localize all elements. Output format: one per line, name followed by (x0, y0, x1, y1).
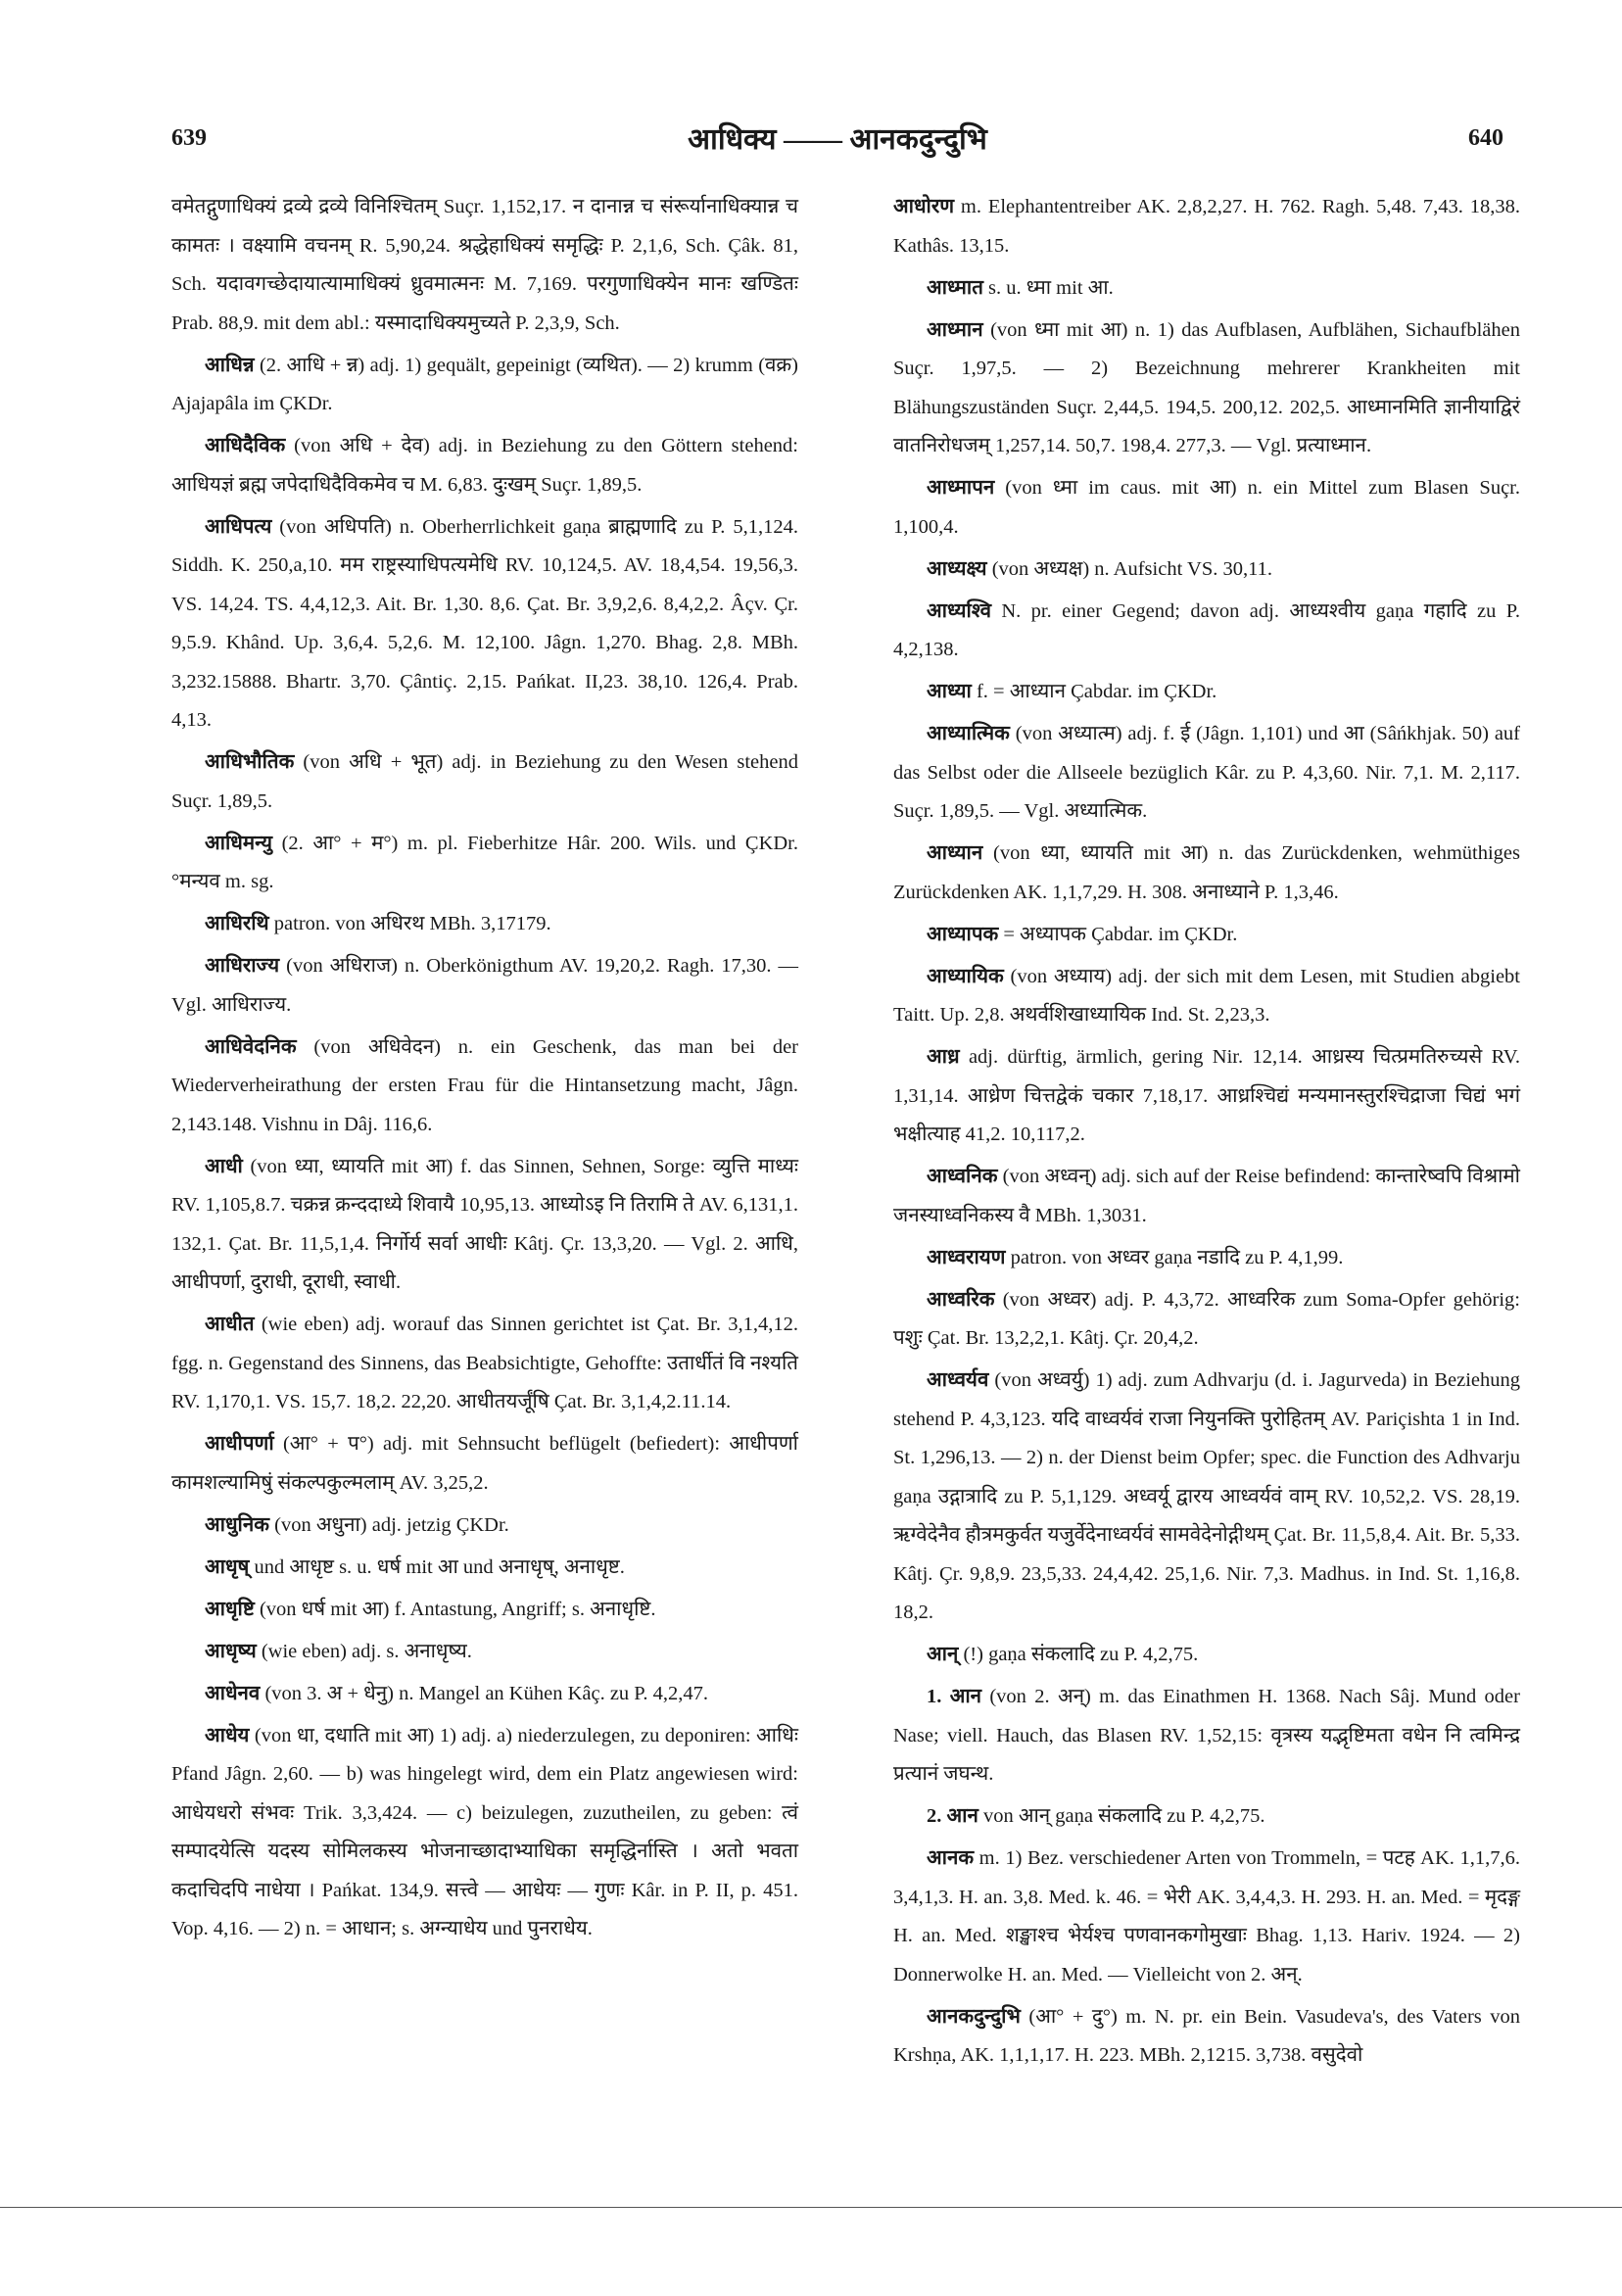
dictionary-entry (171, 1591, 798, 1630)
dictionary-entry (893, 1797, 1520, 1837)
entry-text: (von अध्यात्म) adj. f. ई (Jâgn. 1,101) und आ (Sâńkhjak. 50) auf das Selbst oder die Allseele bezüglich Kâr. zu P. 4,3,60. Nir. 7,1. M. 2,117. Suçr. 1,89,5. — Vgl. अध्यात्मिक. (893, 723, 1520, 822)
entry-text: adj. dürftig, ärmlich, gering Nir. 12,14. आध्रस्य चित्प्रमतिरुच्यसे RV. 1,31,14. आध्रेण चित्तद्वेकं चकार 7,18,17. आध्रश्चिद्यं मन्यमानस्तुरश्चिद्राजा चिद्यं भगं भक्षीत्याह 41,2. 10,117,2. (893, 1046, 1520, 1145)
running-title: आधिक्य —— आनकदुन्दुभि (688, 123, 987, 156)
entry-headword: आधिरथि (205, 913, 269, 934)
entry-text: वमेतद्गुणाधिक्यं द्रव्ये द्रव्ये विनिश्चितम् Suçr. 1,152,17. न दानान्न च संरूर्यानाधिक्यान्न च कामतः । वक्ष्यामि वचनम् R. 5,90,24. श्रद्धेहाधिक्यं समृद्धिः P. 2,1,6, Sch. Çâk. 81, Sch. यदावगच्छेदायात्यामाधिक्यं ध्रुवमात्मनः M. 7,169. परगुणाधिक्येन मानः खण्डितः Prab. 88,9. mit dem abl.: यस्मादाधिक्यमुच्यते P. 2,3,9, Sch. (171, 196, 798, 334)
entry-headword: आध्वरिक (927, 1288, 995, 1311)
dictionary-entry (893, 673, 1520, 712)
dictionary-entry (171, 508, 798, 741)
entry-headword: आध्यान (927, 842, 983, 864)
dictionary-entry (893, 550, 1520, 590)
entry-headword: 1. आन (927, 1686, 982, 1707)
entry-headword: 2. आन (927, 1805, 978, 1827)
dictionary-entry (171, 1507, 798, 1546)
entry-headword: आधिमन्यु (205, 832, 273, 854)
dictionary-entry (893, 958, 1520, 1035)
page-number-right: 640 (1468, 125, 1503, 151)
dictionary-entry (171, 1549, 798, 1588)
dictionary-entry (171, 905, 798, 944)
dictionary-entry (893, 1998, 1520, 2076)
dictionary-entry (893, 469, 1520, 547)
entry-text: (von अधि + देव) adj. in Beziehung zu den Göttern stehend: आधियज्ञं ब्रह्म जपेदाधिदैविकमेव च M. 6,83. दुःखम् Suçr. 1,89,5. (171, 435, 798, 496)
dictionary-entry (893, 593, 1520, 670)
entry-text: s. u. ध्मा mit आ. (982, 276, 1114, 299)
page-number-left: 639 (171, 125, 207, 151)
dictionary-entry (171, 1717, 798, 1949)
entry-text: patron. von अध्वर gaṇa नडादि zu P. 4,1,99. (1005, 1246, 1344, 1268)
entry-text: und आधृष्ट s. u. धर्ष mit आ und अनाधृष्, अनाधृष्ट. (249, 1555, 625, 1578)
dictionary-entry (893, 269, 1520, 309)
dictionary-entry (893, 188, 1520, 265)
entry-headword: आधिराज्य (205, 955, 280, 977)
entry-text: f. = आध्यान Çabdar. im ÇKDr. (971, 681, 1217, 702)
entry-headword: आध्यक्ष्य (927, 557, 987, 580)
entry-headword: आधिदैविक (205, 435, 286, 456)
entry-headword: आध्र (927, 1046, 960, 1068)
entry-headword: आध्यात्मिक (927, 723, 1010, 744)
entry-text: (von अधिवेदन) n. ein Geschenk, das man bei der Wiederverheirathung der ersten Frau für die Hintansetzung macht, Jâgn. 2,143.148. Vishnu in Dâj. 116,6. (171, 1035, 798, 1135)
page-header (171, 118, 1503, 167)
dictionary-entry (893, 1840, 1520, 1994)
entry-headword: आध्वरायण (927, 1246, 1006, 1268)
entry-text: (von 3. अ + धेनु) n. Mangel an Kühen Kâç. zu P. 4,2,47. (260, 1682, 709, 1704)
left-column (171, 188, 798, 1952)
entry-text: (von अध्वर्यु) 1) adj. zum Adhvarju (d. i. Jagurveda) in Beziehung stehend P. 4,3,123. यदि वाध्वर्यवं राजा नियुनक्ति पुरोहितम् AV. Pariçishta 1 in Ind. St. 1,296,13. — 2) n. der Dienst beim Opfer; spec. die Function des Adhvarju gaṇa उद्गात्रादि zu P. 5,1,129. अध्वर्यू द्वारय आध्वर्यवं वाम् RV. 10,52,2. VS. 28,19. ऋग्वेदेनैव हौत्रमकुर्वत यजुर्वेदेनाध्वर्यवं सामवेदेनोद्गीथम् Çat. Br. 11,5,8,4. Ait. Br. 5,33. Kâtj. Çr. 9,8,9. 23,5,33. 24,4,42. 25,1,6. Nir. 7,3. Madhus. in Ind. St. 1,16,8. 18,2. (893, 1369, 1520, 1623)
dictionary-entry (893, 1158, 1520, 1235)
entry-headword: आधी (205, 1155, 243, 1177)
bottom-rule (0, 2207, 1622, 2208)
dictionary-entry (893, 715, 1520, 832)
entry-headword: आधोरण (893, 196, 955, 217)
entry-text: (von अध्याय) adj. der sich mit dem Lesen, mit Studien abgiebt Taitt. Up. 2,8. अथर्वशिखाध्यायिक Ind. St. 2,23,3. (893, 965, 1520, 1026)
entry-headword: आधिवेदनिक (205, 1035, 297, 1058)
entry-headword: आधीपर्णा (205, 1433, 274, 1455)
dictionary-entry (893, 1281, 1520, 1359)
entry-headword: आध्यायिक (927, 965, 1004, 987)
entry-text: (!) gaṇa संकलादि zu P. 4,2,75. (958, 1644, 1199, 1665)
entry-text: von आन् gaṇa संकलादि zu P. 4,2,75. (978, 1805, 1265, 1827)
entry-headword: आधेय (205, 1724, 250, 1746)
entry-headword: आध्मात (927, 276, 983, 299)
entry-headword: आध्या (927, 681, 972, 702)
entry-text: (von अधुना) adj. jetzig ÇKDr. (269, 1513, 509, 1536)
entry-headword: आधिभौतिक (205, 751, 295, 773)
dictionary-entry (171, 1148, 798, 1303)
entry-text: N. pr. einer Gegend; davon adj. आध्यश्वीय gaṇa गहादि zu P. 4,2,138. (893, 599, 1520, 660)
entry-headword: आधिपत्य (205, 515, 272, 538)
dictionary-entry (171, 947, 798, 1025)
entry-text: (wie eben) adj. worauf das Sinnen gerichtet ist Çat. Br. 3,1,4,12. fgg. n. Gegenstand des Sinnens, das Beabsichtigte, Gehoffte: उतार्धीतं वि नश्यति RV. 1,170,1. VS. 15,7. 18,2. 22,20. आधीतयर्जूंषि Çat. Br. 3,1,4,2.11.14. (171, 1314, 798, 1412)
entry-text: (von अधिपति) n. Oberherrlichkeit gaṇa ब्राह्मणादि zu P. 5,1,124. Siddh. K. 250,a,10. मम राष्ट्रस्याधिपत्यमेधि RV. 10,124,5. AV. 18,4,54. 19,56,3. VS. 14,24. TS. 4,4,12,3. Ait. Br. 1,30. 8,6. Çat. Br. 3,9,2,6. 8,4,2,2. Âçv. Çr. 9,5.9. Khând. Up. 3,6,4. 5,2,6. M. 12,100. Jâgn. 1,270. Bhag. 2,8. MBh. 3,232.15888. Bhartr. 3,70. Çântiç. 2,15. Pańkat. II,23. 38,10. 126,4. Prab. 4,13. (171, 515, 798, 731)
dictionary-entry (893, 1038, 1520, 1155)
entry-text: (von अध्यक्ष) n. Aufsicht VS. 30,11. (986, 557, 1272, 580)
entry-text: (von अध्वर) adj. P. 4,3,72. आध्वरिक zum Soma-Opfer gehörig: पशुः Çat. Br. 13,2,2,1. Kâtj. Çr. 20,4,2. (893, 1288, 1520, 1349)
dictionary-entry (893, 916, 1520, 955)
entry-text: (von अध्वन्) adj. sich auf der Reise befindend: कान्तारेष्वपि विश्रामो जनस्याध्वनिकस्य वै MBh. 1,3031. (893, 1166, 1520, 1226)
entry-headword: आधीत (205, 1314, 255, 1335)
entry-headword: आनक (927, 1847, 975, 1869)
entry-text: patron. von अधिरथ MBh. 3,17179. (268, 913, 551, 934)
dictionary-entry (171, 1028, 798, 1145)
dictionary-entry (171, 743, 798, 821)
entry-text: (आ° + प°) adj. mit Sehnsucht beflügelt (befiedert): आधीपर्णा कामशल्यामिषुं संकल्पकुल्मलाम् AV. 3,25,2. (171, 1433, 798, 1494)
entry-text: (von 2. अन्) m. das Einathmen H. 1368. Nach Sâj. Mund oder Nase; viell. Hauch, das Blasen RV. 1,52,15: वृत्रस्य यद्भृष्टिमता वधेन नि त्वमिन्द्र प्रत्यानं जघन्थ. (893, 1686, 1520, 1785)
entry-text: (von ध्मा im caus. mit आ) n. ein Mittel zum Blasen Suçr. 1,100,4. (893, 477, 1520, 538)
entry-headword: आध्यश्वि (927, 599, 991, 622)
entry-headword: आधृष्टि (205, 1598, 255, 1620)
entry-text: (आ° + दु°) m. N. pr. ein Bein. Vasudeva's, des Vaters von Krshṇa, AK. 1,1,1,17. H. 223. MBh. 2,1215. 3,738. वसुदेवो (893, 2005, 1520, 2066)
dictionary-entry (171, 1633, 798, 1672)
dictionary-entry (171, 1675, 798, 1714)
entry-text: (von ध्या, ध्यायति mit आ) f. das Sinnen, Sehnen, Sorge: व्युत्ति माध्यः RV. 1,105,8.7. चक्रन्न क्रन्ददाध्ये शिवायै 10,95,13. आध्योऽइ नि तिरामि ते AV. 6,131,1. 132,1. Çat. Br. 11,5,1,4. निर्गोर्य सर्वा आधीः Kâtj. Çr. 13,3,20. — Vgl. 2. आधि, आधीपर्णा, दुराधी, दूराधी, स्वाधी. (171, 1155, 798, 1293)
entry-headword: आध्वर्यव (927, 1369, 989, 1391)
dictionary-entry (171, 825, 798, 902)
dictionary-entry (893, 1678, 1520, 1794)
dictionary-entry (171, 427, 798, 504)
entry-headword: आध्वनिक (927, 1166, 998, 1187)
entry-text: (von ध्मा mit आ) n. 1) das Aufblasen, Aufblähen, Sichaufblähen Suçr. 1,97,5. — 2) Bezeichnung mehrerer Krankheiten mit Blähungszuständen Suçr. 2,44,5. 194,5. 200,12. 202,5. आध्मानमिति ज्ञानीयाद्विरं वातनिरोधजम् 1,257,14. 50,7. 198,4. 277,3. — Vgl. प्रत्याध्मान. (893, 318, 1520, 456)
entry-headword: आधेनव (205, 1682, 261, 1704)
right-column (893, 188, 1520, 2079)
entry-text: (von अधिराज) n. Oberkönigthum AV. 19,20,2. Ragh. 17,30. — Vgl. आधिराज्य. (171, 955, 798, 1016)
dictionary-entry (893, 311, 1520, 466)
entry-headword: आध्मापन (927, 477, 995, 499)
entry-text: m. 1) Bez. verschiedener Arten von Trommeln, = पटह AK. 1,1,7,6. 3,4,1,3. H. an. 3,8. Med. k. 46. = भेरी AK. 3,4,4,3. H. 293. H. an. Med. = मृदङ्ग H. an. Med. शङ्खाश्च भेर्यश्च पणवानकगोमुखाः Bhag. 1,13. Hariv. 1924. — 2) Donnerwolke H. an. Med. — Vielleicht von 2. अन्. (893, 1847, 1520, 1985)
entry-text: (von ध्या, ध्यायति mit आ) n. das Zurückdenken, wehmüthiges Zurückdenken AK. 1,1,7,29. H. 308. अनाध्याने P. 1,3,46. (893, 842, 1520, 903)
entry-text: m. Elephantentreiber AK. 2,8,2,27. H. 762. Ragh. 5,48. 7,43. 18,38. Kathâs. 13,15. (893, 196, 1520, 257)
entry-text: (wie eben) adj. s. अनाधृष्य. (256, 1640, 472, 1662)
entry-text: (2. आ° + म°) m. pl. Fieberhitze Hâr. 200. Wils. und ÇKDr. °मन्यव m. sg. (171, 832, 798, 892)
dictionary-entry (893, 1239, 1520, 1278)
entry-headword: आधृष्य (205, 1640, 257, 1662)
dictionary-entry (893, 1636, 1520, 1675)
dictionary-entry (893, 1362, 1520, 1633)
dictionary-entry (171, 1306, 798, 1422)
entry-headword: आनकदुन्दुभि (927, 2005, 1021, 2028)
dictionary-entry (171, 347, 798, 424)
entry-text: (von धर्ष mit आ) f. Antastung, Angriff; s. अनाधृष्टि. (254, 1598, 656, 1620)
entry-headword: आधुनिक (205, 1513, 269, 1536)
dictionary-entry (171, 188, 798, 343)
entry-text: (von धा, दधाति mit आ) 1) adj. a) niederzulegen, zu deponiren: आधिः Pfand Jâgn. 2,60. — b) was hingelegt wird, dem ein Platz angewiesen wird: आधेयधरो संभवः Trik. 3,3,424. — c) beizulegen, zuzutheilen, zu geben: त्वं सम्पादयेत्सि यदस्य सोमिलकस्य भोजनाच्छादाभ्याधिका समृद्धिर्नास्ति । अतो भवता कदाचिदपि नाधेया । Pańkat. 134,9. सत्त्वे — आधेयः — गुणः Kâr. in P. II, p. 451. Vop. 4,16. — 2) n. = आधान; s. अग्न्याधेय und पुनराधेय. (171, 1724, 798, 1939)
entry-text: (von अधि + भूत) adj. in Beziehung zu den Wesen stehend Suçr. 1,89,5. (171, 751, 798, 812)
entry-headword: आधृष् (205, 1555, 250, 1578)
dictionary-entry (171, 1425, 798, 1503)
entry-headword: आध्यापक (927, 923, 999, 945)
entry-text: = अध्यापक Çabdar. im ÇKDr. (998, 923, 1238, 945)
entry-text: (2. आधि + न्न) adj. 1) gequält, gepeinigt (व्यथित). — 2) krumm (वक्र) Ajajapâla im ÇKDr. (171, 354, 798, 414)
entry-headword: आधिन्न (205, 354, 255, 376)
dictionary-entry (893, 835, 1520, 912)
entry-headword: आध्मान (927, 318, 983, 341)
entry-headword: आन् (927, 1644, 959, 1665)
